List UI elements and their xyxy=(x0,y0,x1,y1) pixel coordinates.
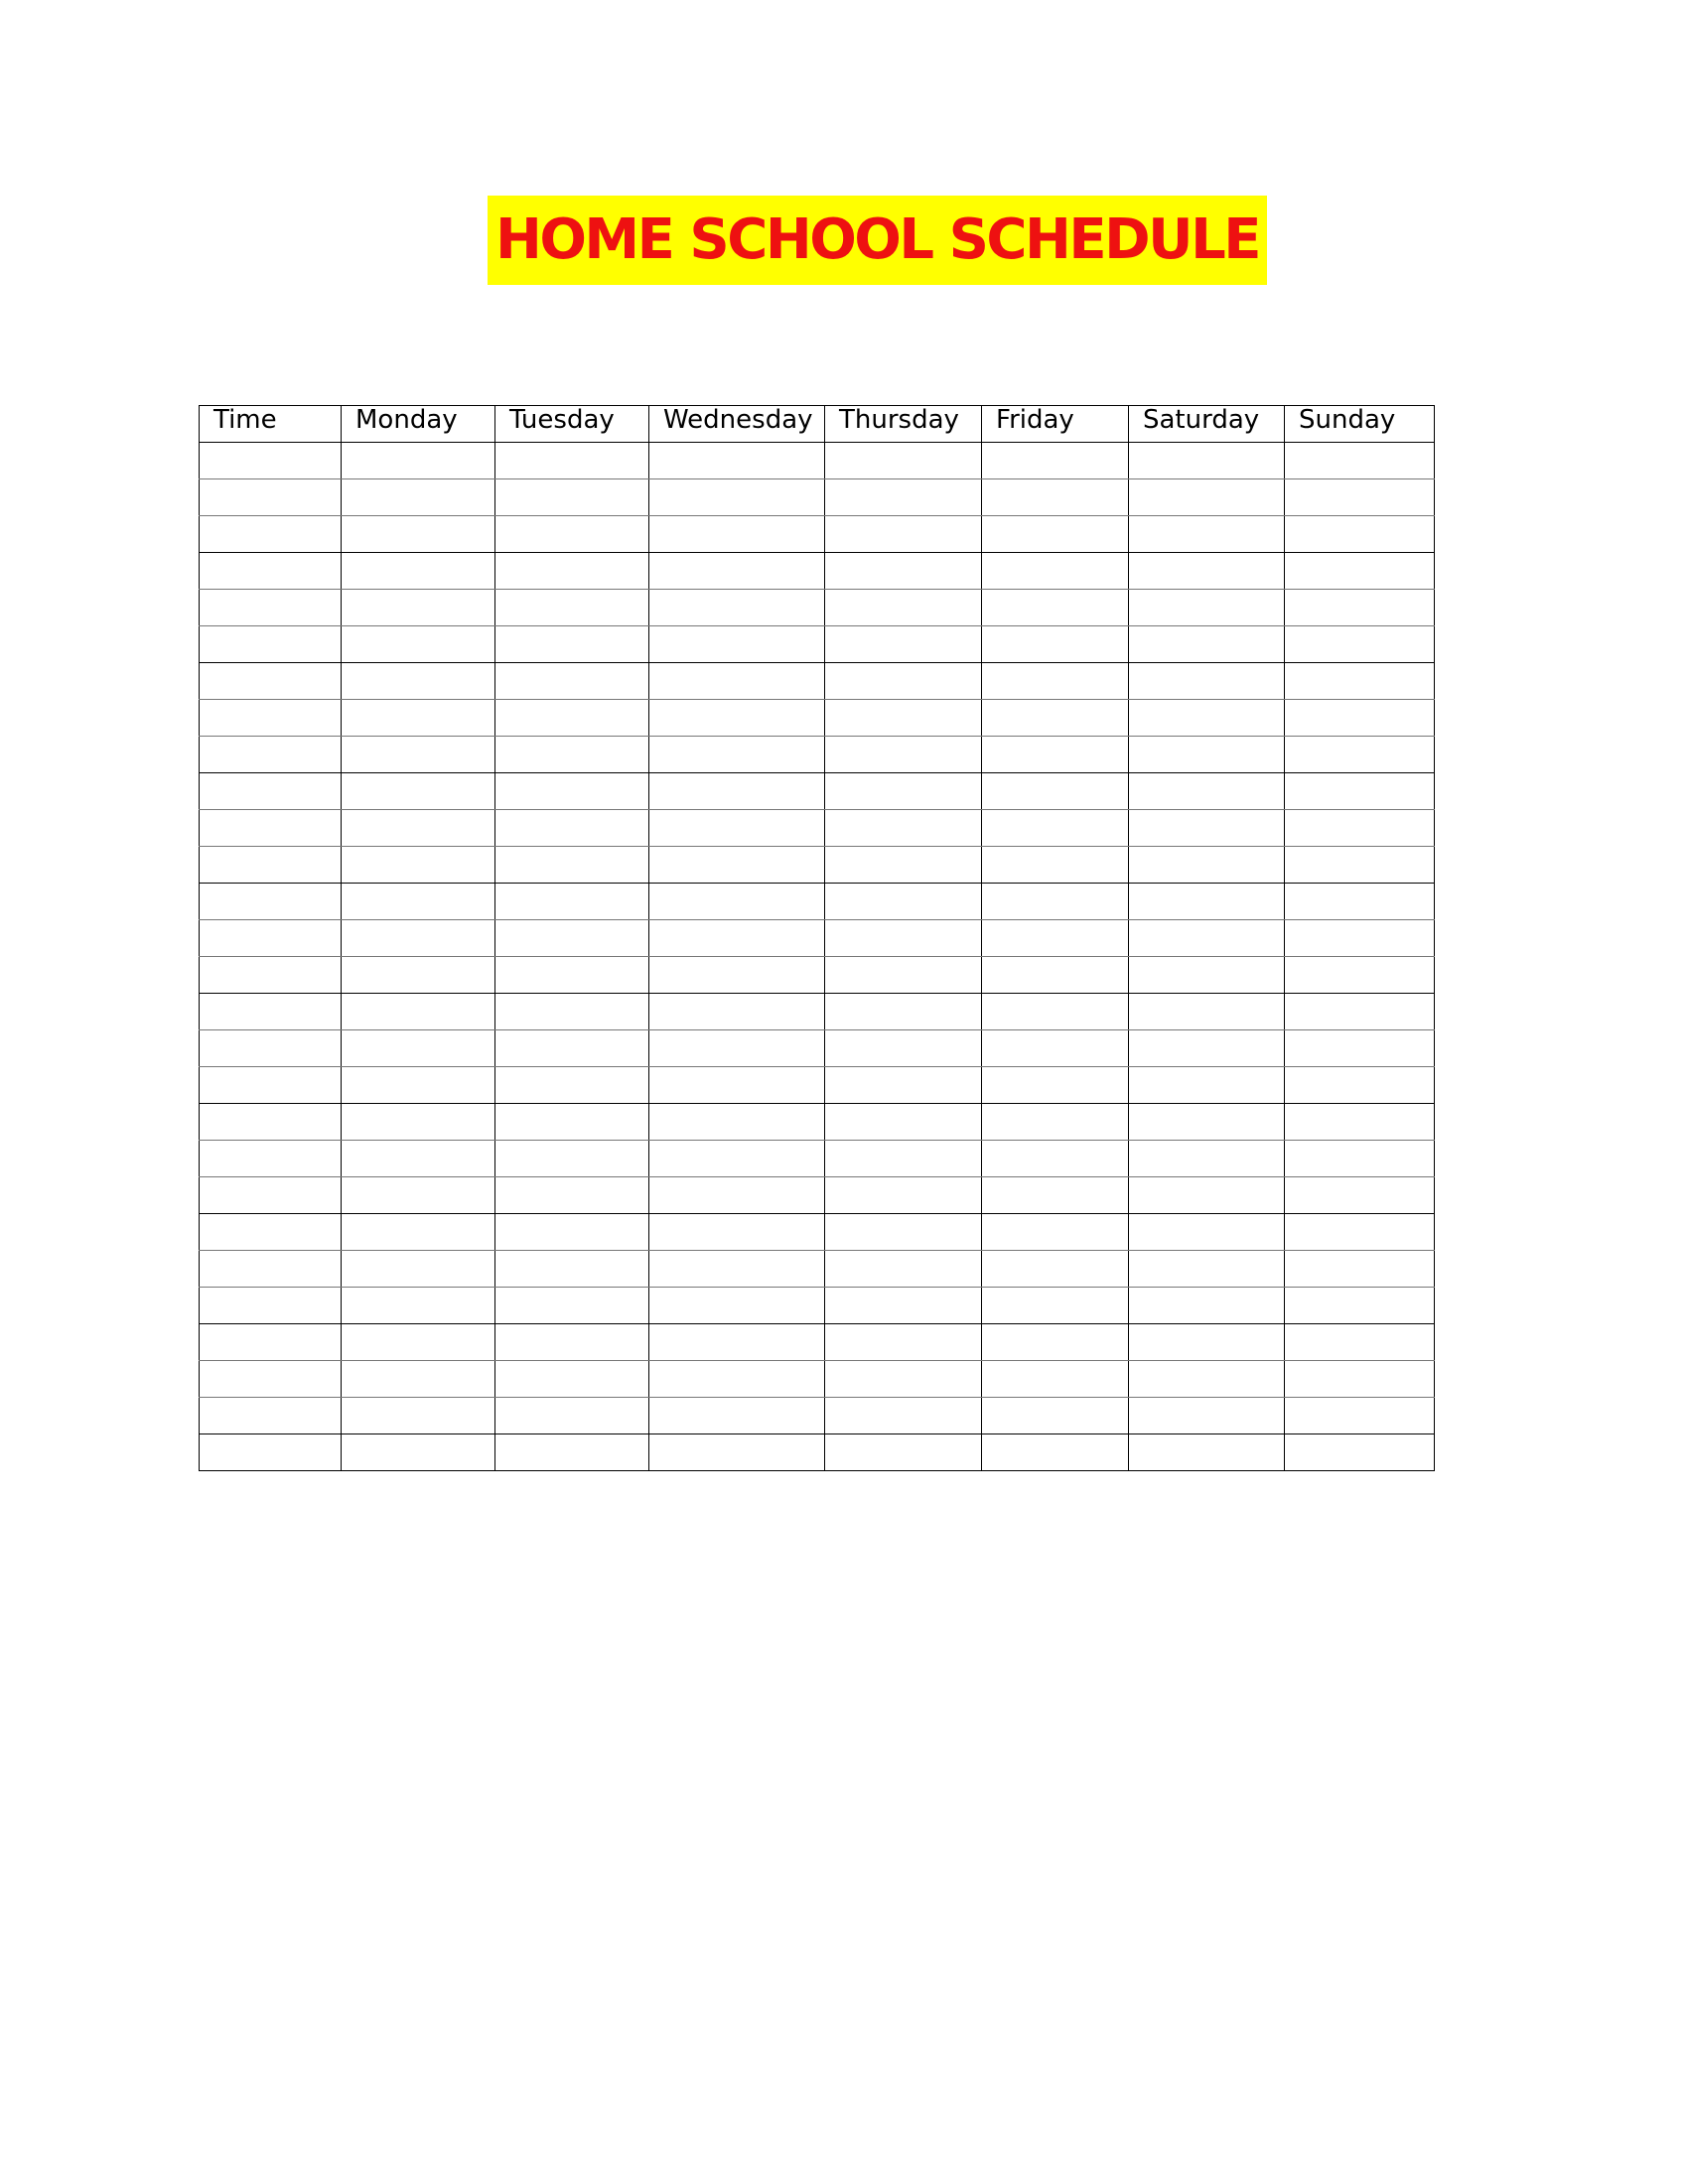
table-cell[interactable] xyxy=(1285,1104,1435,1141)
table-cell[interactable] xyxy=(649,1104,825,1141)
table-cell[interactable] xyxy=(342,957,495,994)
table-cell[interactable] xyxy=(1285,884,1435,920)
table-cell[interactable] xyxy=(649,590,825,626)
table-cell[interactable] xyxy=(1129,1288,1285,1324)
table-cell[interactable] xyxy=(825,1361,982,1398)
table-cell[interactable] xyxy=(495,1030,649,1067)
table-cell[interactable] xyxy=(342,516,495,553)
table-cell[interactable] xyxy=(649,1177,825,1214)
table-cell[interactable] xyxy=(1285,479,1435,516)
table-cell[interactable] xyxy=(200,1324,342,1361)
column-header-saturday: Saturday xyxy=(1129,406,1285,443)
table-cell[interactable] xyxy=(825,1251,982,1288)
table-cell[interactable] xyxy=(200,443,342,479)
table-row xyxy=(200,1251,1435,1288)
table-row xyxy=(200,626,1435,663)
table-cell[interactable] xyxy=(342,884,495,920)
table-cell[interactable] xyxy=(1285,1324,1435,1361)
table-cell[interactable] xyxy=(1129,1177,1285,1214)
table-cell[interactable] xyxy=(825,516,982,553)
table-row xyxy=(200,957,1435,994)
table-cell[interactable] xyxy=(495,1067,649,1104)
table-cell[interactable] xyxy=(1285,1214,1435,1251)
table-cell[interactable] xyxy=(200,1104,342,1141)
table-cell[interactable] xyxy=(1285,626,1435,663)
table-cell[interactable] xyxy=(649,920,825,957)
table-cell[interactable] xyxy=(1285,1398,1435,1434)
table-cell[interactable] xyxy=(200,847,342,884)
table-cell[interactable] xyxy=(342,626,495,663)
table-cell[interactable] xyxy=(825,1214,982,1251)
table-cell[interactable] xyxy=(342,663,495,700)
table-cell[interactable] xyxy=(1129,810,1285,847)
table-cell[interactable] xyxy=(982,1324,1129,1361)
table-cell[interactable] xyxy=(200,590,342,626)
table-cell[interactable] xyxy=(1285,847,1435,884)
table-cell[interactable] xyxy=(495,1324,649,1361)
table-cell[interactable] xyxy=(342,553,495,590)
table-cell[interactable] xyxy=(982,1288,1129,1324)
table-cell[interactable] xyxy=(649,884,825,920)
table-cell[interactable] xyxy=(649,1067,825,1104)
table-cell[interactable] xyxy=(342,1251,495,1288)
table-cell[interactable] xyxy=(982,1214,1129,1251)
table-cell[interactable] xyxy=(825,1324,982,1361)
table-cell[interactable] xyxy=(495,590,649,626)
table-cell[interactable] xyxy=(649,773,825,810)
table-cell[interactable] xyxy=(982,810,1129,847)
header-row xyxy=(200,406,1435,443)
table-row xyxy=(200,590,1435,626)
column-header-monday: Monday xyxy=(342,406,495,443)
table-cell[interactable] xyxy=(495,626,649,663)
table-cell[interactable] xyxy=(825,810,982,847)
table-cell[interactable] xyxy=(342,1214,495,1251)
table-cell[interactable] xyxy=(342,737,495,773)
column-header-wednesday: Wednesday xyxy=(649,406,825,443)
table-cell[interactable] xyxy=(1129,479,1285,516)
table-cell[interactable] xyxy=(649,553,825,590)
table-cell[interactable] xyxy=(495,1251,649,1288)
table-cell[interactable] xyxy=(649,1324,825,1361)
table-row xyxy=(200,443,1435,479)
column-header-time: Time xyxy=(200,406,342,443)
table-cell[interactable] xyxy=(1285,773,1435,810)
table-cell[interactable] xyxy=(982,626,1129,663)
table-cell[interactable] xyxy=(1285,737,1435,773)
table-cell[interactable] xyxy=(982,737,1129,773)
table-cell[interactable] xyxy=(825,1177,982,1214)
table-cell[interactable] xyxy=(1129,737,1285,773)
table-cell[interactable] xyxy=(200,920,342,957)
table-cell[interactable] xyxy=(825,479,982,516)
table-cell[interactable] xyxy=(649,957,825,994)
table-cell[interactable] xyxy=(200,957,342,994)
table-cell[interactable] xyxy=(825,553,982,590)
table-cell[interactable] xyxy=(342,1398,495,1434)
table-cell[interactable] xyxy=(649,479,825,516)
table-cell[interactable] xyxy=(342,1141,495,1177)
table-row xyxy=(200,884,1435,920)
table-cell[interactable] xyxy=(342,773,495,810)
table-cell[interactable] xyxy=(982,443,1129,479)
table-cell[interactable] xyxy=(649,1434,825,1471)
table-cell[interactable] xyxy=(649,1141,825,1177)
table-cell[interactable] xyxy=(649,516,825,553)
table-cell[interactable] xyxy=(1129,516,1285,553)
table-cell[interactable] xyxy=(342,590,495,626)
table-cell[interactable] xyxy=(495,1361,649,1398)
table-cell[interactable] xyxy=(342,1288,495,1324)
table-cell[interactable] xyxy=(1285,663,1435,700)
table-cell[interactable] xyxy=(982,590,1129,626)
table-cell[interactable] xyxy=(1285,590,1435,626)
table-cell[interactable] xyxy=(200,884,342,920)
table-row xyxy=(200,663,1435,700)
table-cell[interactable] xyxy=(200,1214,342,1251)
table-cell[interactable] xyxy=(1129,1030,1285,1067)
table-cell[interactable] xyxy=(495,516,649,553)
table-row xyxy=(200,1288,1435,1324)
table-cell[interactable] xyxy=(200,1141,342,1177)
table-cell[interactable] xyxy=(200,700,342,737)
table-row xyxy=(200,773,1435,810)
table-cell[interactable] xyxy=(649,1251,825,1288)
table-cell[interactable] xyxy=(1129,1104,1285,1141)
schedule-body xyxy=(200,443,1435,1471)
table-row xyxy=(200,994,1435,1030)
table-cell[interactable] xyxy=(649,737,825,773)
table-cell[interactable] xyxy=(200,1067,342,1104)
table-cell[interactable] xyxy=(825,1141,982,1177)
table-cell[interactable] xyxy=(649,1398,825,1434)
table-cell[interactable] xyxy=(825,994,982,1030)
table-cell[interactable] xyxy=(825,773,982,810)
table-row xyxy=(200,1324,1435,1361)
table-cell[interactable] xyxy=(982,516,1129,553)
table-cell[interactable] xyxy=(982,1104,1129,1141)
table-cell[interactable] xyxy=(1285,1067,1435,1104)
table-cell[interactable] xyxy=(982,920,1129,957)
column-header-friday: Friday xyxy=(982,406,1129,443)
table-cell[interactable] xyxy=(982,553,1129,590)
table-cell[interactable] xyxy=(1129,994,1285,1030)
table-cell[interactable] xyxy=(495,1288,649,1324)
table-cell[interactable] xyxy=(982,1067,1129,1104)
table-cell[interactable] xyxy=(495,884,649,920)
table-cell[interactable] xyxy=(649,663,825,700)
table-cell[interactable] xyxy=(825,957,982,994)
table-cell[interactable] xyxy=(1285,516,1435,553)
table-cell[interactable] xyxy=(1129,553,1285,590)
table-row xyxy=(200,553,1435,590)
table-cell[interactable] xyxy=(1285,1361,1435,1398)
table-cell[interactable] xyxy=(200,1398,342,1434)
table-cell[interactable] xyxy=(1129,847,1285,884)
table-row xyxy=(200,1141,1435,1177)
table-cell[interactable] xyxy=(1129,443,1285,479)
column-header-sunday: Sunday xyxy=(1285,406,1435,443)
table-cell[interactable] xyxy=(825,1434,982,1471)
table-cell[interactable] xyxy=(982,847,1129,884)
table-cell[interactable] xyxy=(200,1251,342,1288)
table-cell[interactable] xyxy=(1129,1361,1285,1398)
table-cell[interactable] xyxy=(200,1361,342,1398)
table-cell[interactable] xyxy=(1129,1251,1285,1288)
table-cell[interactable] xyxy=(342,443,495,479)
table-cell[interactable] xyxy=(825,1288,982,1324)
table-cell[interactable] xyxy=(495,443,649,479)
table-cell[interactable] xyxy=(649,1288,825,1324)
table-row xyxy=(200,516,1435,553)
page-title: HOME SCHOOL SCHEDULE xyxy=(488,196,1267,285)
table-cell[interactable] xyxy=(495,553,649,590)
table-cell[interactable] xyxy=(649,810,825,847)
table-cell[interactable] xyxy=(982,479,1129,516)
table-cell[interactable] xyxy=(1129,1141,1285,1177)
table-cell[interactable] xyxy=(825,700,982,737)
table-cell[interactable] xyxy=(982,884,1129,920)
table-row xyxy=(200,1434,1435,1471)
table-cell[interactable] xyxy=(982,994,1129,1030)
table-cell[interactable] xyxy=(495,1104,649,1141)
table-cell[interactable] xyxy=(982,663,1129,700)
table-row xyxy=(200,1067,1435,1104)
table-cell[interactable] xyxy=(649,1361,825,1398)
table-cell[interactable] xyxy=(1129,773,1285,810)
table-cell[interactable] xyxy=(1285,443,1435,479)
table-cell[interactable] xyxy=(825,663,982,700)
table-cell[interactable] xyxy=(649,443,825,479)
table-cell[interactable] xyxy=(649,847,825,884)
table-cell[interactable] xyxy=(342,1177,495,1214)
table-cell[interactable] xyxy=(982,1398,1129,1434)
table-cell[interactable] xyxy=(495,847,649,884)
table-cell[interactable] xyxy=(1285,553,1435,590)
table-cell[interactable] xyxy=(1285,1288,1435,1324)
table-cell[interactable] xyxy=(495,773,649,810)
table-cell[interactable] xyxy=(200,1288,342,1324)
table-cell[interactable] xyxy=(200,737,342,773)
table-cell[interactable] xyxy=(495,700,649,737)
table-cell[interactable] xyxy=(342,1030,495,1067)
table-cell[interactable] xyxy=(200,810,342,847)
table-cell[interactable] xyxy=(825,1030,982,1067)
column-header-tuesday: Tuesday xyxy=(495,406,649,443)
table-cell[interactable] xyxy=(649,994,825,1030)
table-cell[interactable] xyxy=(982,1141,1129,1177)
table-cell[interactable] xyxy=(1129,1214,1285,1251)
table-cell[interactable] xyxy=(342,1324,495,1361)
table-cell[interactable] xyxy=(825,1067,982,1104)
table-cell[interactable] xyxy=(982,1361,1129,1398)
table-cell[interactable] xyxy=(825,847,982,884)
table-cell[interactable] xyxy=(200,553,342,590)
table-cell[interactable] xyxy=(1285,957,1435,994)
table-cell[interactable] xyxy=(200,1177,342,1214)
table-cell[interactable] xyxy=(342,994,495,1030)
table-cell[interactable] xyxy=(342,810,495,847)
table-cell[interactable] xyxy=(1285,1030,1435,1067)
table-cell[interactable] xyxy=(982,1177,1129,1214)
table-cell[interactable] xyxy=(825,590,982,626)
table-cell[interactable] xyxy=(982,700,1129,737)
table-cell[interactable] xyxy=(495,479,649,516)
table-cell[interactable] xyxy=(1285,1251,1435,1288)
table-cell[interactable] xyxy=(495,1177,649,1214)
table-row xyxy=(200,700,1435,737)
table-cell[interactable] xyxy=(200,479,342,516)
table-cell[interactable] xyxy=(342,1434,495,1471)
table-cell[interactable] xyxy=(495,920,649,957)
table-cell[interactable] xyxy=(495,663,649,700)
table-row xyxy=(200,1398,1435,1434)
table-cell[interactable] xyxy=(1285,810,1435,847)
table-cell[interactable] xyxy=(649,1214,825,1251)
table-cell[interactable] xyxy=(1129,663,1285,700)
table-cell[interactable] xyxy=(1129,1324,1285,1361)
schedule-table xyxy=(199,405,1435,1471)
table-row xyxy=(200,847,1435,884)
table-cell[interactable] xyxy=(495,957,649,994)
table-cell[interactable] xyxy=(200,663,342,700)
table-cell[interactable] xyxy=(342,700,495,737)
table-cell[interactable] xyxy=(200,773,342,810)
table-cell[interactable] xyxy=(495,994,649,1030)
table-cell[interactable] xyxy=(1129,1434,1285,1471)
table-cell[interactable] xyxy=(342,1361,495,1398)
table-cell[interactable] xyxy=(982,1251,1129,1288)
table-cell[interactable] xyxy=(200,516,342,553)
table-cell[interactable] xyxy=(649,1030,825,1067)
table-cell[interactable] xyxy=(825,737,982,773)
table-cell[interactable] xyxy=(1129,957,1285,994)
table-cell[interactable] xyxy=(200,994,342,1030)
table-cell[interactable] xyxy=(495,1141,649,1177)
table-row xyxy=(200,1104,1435,1141)
table-cell[interactable] xyxy=(1285,1141,1435,1177)
table-cell[interactable] xyxy=(1285,1434,1435,1471)
table-cell[interactable] xyxy=(649,700,825,737)
table-row xyxy=(200,1214,1435,1251)
table-cell[interactable] xyxy=(342,920,495,957)
table-row xyxy=(200,1030,1435,1067)
table-cell[interactable] xyxy=(1129,884,1285,920)
table-row xyxy=(200,1177,1435,1214)
table-cell[interactable] xyxy=(495,1214,649,1251)
table-cell[interactable] xyxy=(825,920,982,957)
table-cell[interactable] xyxy=(200,1434,342,1471)
table-cell[interactable] xyxy=(495,1398,649,1434)
table-row xyxy=(200,737,1435,773)
table-cell[interactable] xyxy=(982,1434,1129,1471)
table-cell[interactable] xyxy=(825,884,982,920)
table-cell[interactable] xyxy=(825,1104,982,1141)
table-cell[interactable] xyxy=(1285,994,1435,1030)
table-cell[interactable] xyxy=(982,957,1129,994)
table-cell[interactable] xyxy=(495,1434,649,1471)
table-row xyxy=(200,1361,1435,1398)
table-cell[interactable] xyxy=(342,479,495,516)
table-cell[interactable] xyxy=(1285,920,1435,957)
table-cell[interactable] xyxy=(1285,700,1435,737)
table-cell[interactable] xyxy=(1129,700,1285,737)
table-cell[interactable] xyxy=(825,626,982,663)
table-cell[interactable] xyxy=(982,1030,1129,1067)
table-cell[interactable] xyxy=(200,1030,342,1067)
table-cell[interactable] xyxy=(1285,1177,1435,1214)
column-header-thursday: Thursday xyxy=(825,406,982,443)
table-cell[interactable] xyxy=(342,1067,495,1104)
table-cell[interactable] xyxy=(342,1104,495,1141)
table-cell[interactable] xyxy=(1129,590,1285,626)
table-cell[interactable] xyxy=(825,1398,982,1434)
table-cell[interactable] xyxy=(982,773,1129,810)
table-cell[interactable] xyxy=(342,847,495,884)
table-row xyxy=(200,810,1435,847)
table-cell[interactable] xyxy=(495,810,649,847)
table-cell[interactable] xyxy=(200,626,342,663)
table-cell[interactable] xyxy=(1129,920,1285,957)
table-cell[interactable] xyxy=(495,737,649,773)
table-cell[interactable] xyxy=(1129,1067,1285,1104)
table-cell[interactable] xyxy=(1129,626,1285,663)
table-cell[interactable] xyxy=(825,443,982,479)
table-row xyxy=(200,920,1435,957)
table-cell[interactable] xyxy=(649,626,825,663)
table-cell[interactable] xyxy=(1129,1398,1285,1434)
table-row xyxy=(200,479,1435,516)
